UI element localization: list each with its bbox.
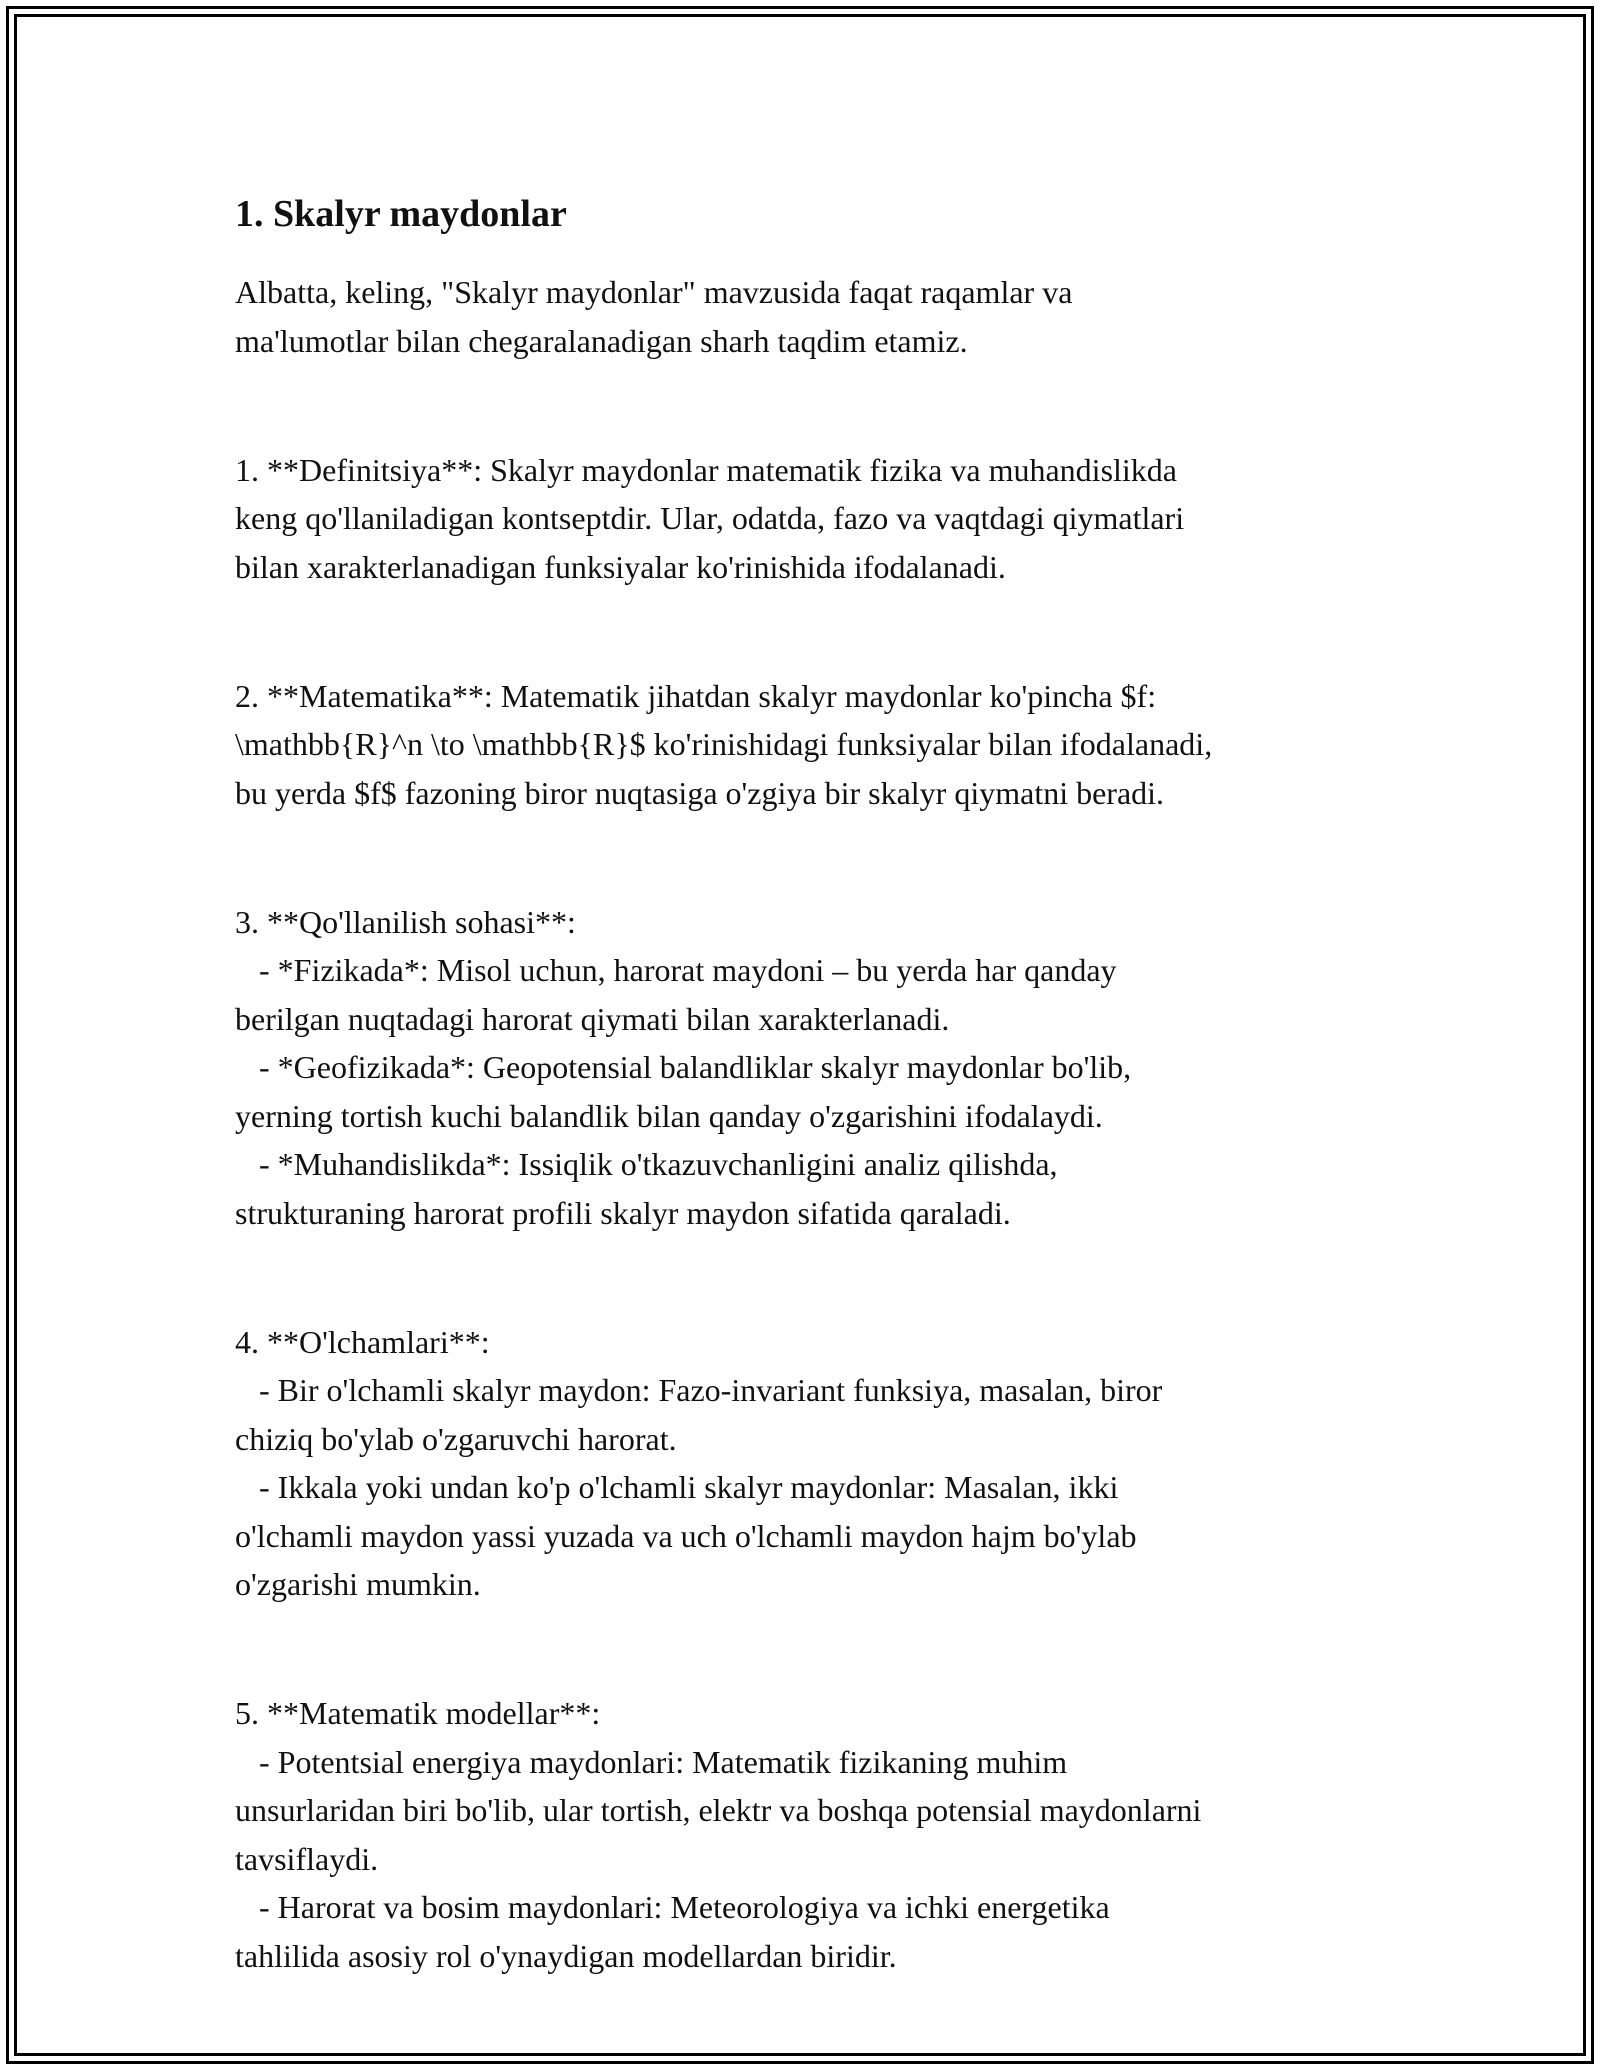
text-line: ma'lumotlar bilan chegaralanadigan sharh taqdim etamiz. — [235, 322, 968, 359]
text-line: bilan xarakterlanadigan funksiyalar ko'rinishida ifodalanadi. — [235, 548, 1006, 585]
text-line: 3. **Qo'llanilish sohasi**: — [235, 903, 576, 940]
blank-line — [235, 1253, 1375, 1302]
text-line: tavsiflaydi. — [235, 1840, 379, 1877]
text-line: chiziq bo'ylab o'zgaruvchi harorat. — [235, 1420, 677, 1457]
document-body — [235, 186, 1375, 1980]
text-line: keng qo'llaniladigan kontseptdir. Ular, odatda, fazo va vaqtdagi qiymatlari — [235, 500, 1185, 536]
blank-line — [235, 607, 1375, 656]
text-line: 4. **O'lchamlari**: — [235, 1323, 490, 1360]
text-line: bu yerda $f$ fazoning biror nuqtasiga o'zgiya bir skalyr qiymatni beradi. — [235, 774, 1165, 811]
text-line: yerning tortish kuchi balandlik bilan qanday o'zgarishini ifodalaydi. — [235, 1097, 1103, 1134]
text-line: 1. **Definitsiya**: Skalyr maydonlar matematik fizika va muhandislikda — [235, 451, 1177, 488]
text-line: berilgan nuqtadagi harorat qiymati bilan xarakterlanadi. — [235, 1000, 950, 1037]
blank-line — [235, 1625, 1375, 1674]
blank-line — [235, 381, 1375, 430]
text-line: 5. **Matematik modellar**: — [235, 1695, 601, 1731]
text-line: 2. **Matematika**: Matematik jihatdan skalyr maydonlar ko'pincha $f: — [235, 677, 1157, 714]
text-line: tahlilida asosiy rol o'ynaydigan modellardan biridir. — [235, 1937, 897, 1974]
blank-line — [235, 833, 1375, 882]
text-line: \mathbb{R}^n \to \mathbb{R}$ ko'rinishidagi funksiyalar bilan ifodalanadi, — [235, 726, 1213, 762]
text-line: o'zgarishi mumkin. — [235, 1566, 481, 1602]
text-line: Albatta, keling, "Skalyr maydonlar" mavzusida faqat raqamlar va — [235, 274, 1073, 310]
text-line: o'lchamli maydon yassi yuzada va uch o'lchamli maydon hajm bo'ylab — [235, 1517, 1137, 1554]
document-text — [235, 268, 1375, 1980]
text-line: - Bir o'lchamli skalyr maydon: Fazo-invariant funksiya, masalan, biror — [235, 1372, 1163, 1408]
text-line: - *Muhandislikda*: Issiqlik o'tkazuvchanligini analiz qilishda, — [235, 1146, 1058, 1182]
text-line: unsurlaridan biri bo'lib, ular tortish, elektr va boshqa potensial maydonlarni — [235, 1792, 1202, 1828]
text-line: strukturaning harorat profili skalyr maydon sifatida qaraladi. — [235, 1194, 1011, 1231]
text-line: - Potentsial energiya maydonlari: Matematik fizikaning muhim — [235, 1743, 1068, 1780]
text-line: - *Fizikada*: Misol uchun, harorat maydoni – bu yerda har qanday — [235, 952, 1117, 988]
text-line: - *Geofizikada*: Geopotensial balandliklar skalyr maydonlar bo'lib, — [235, 1049, 1132, 1085]
document-title: 1. Skalyr maydonlar — [235, 193, 567, 235]
text-line: - Ikkala yoki undan ko'p o'lchamli skalyr maydonlar: Masalan, ikki — [235, 1469, 1119, 1505]
text-line: - Harorat va bosim maydonlari: Meteorologiya va ichki energetika — [235, 1889, 1110, 1925]
